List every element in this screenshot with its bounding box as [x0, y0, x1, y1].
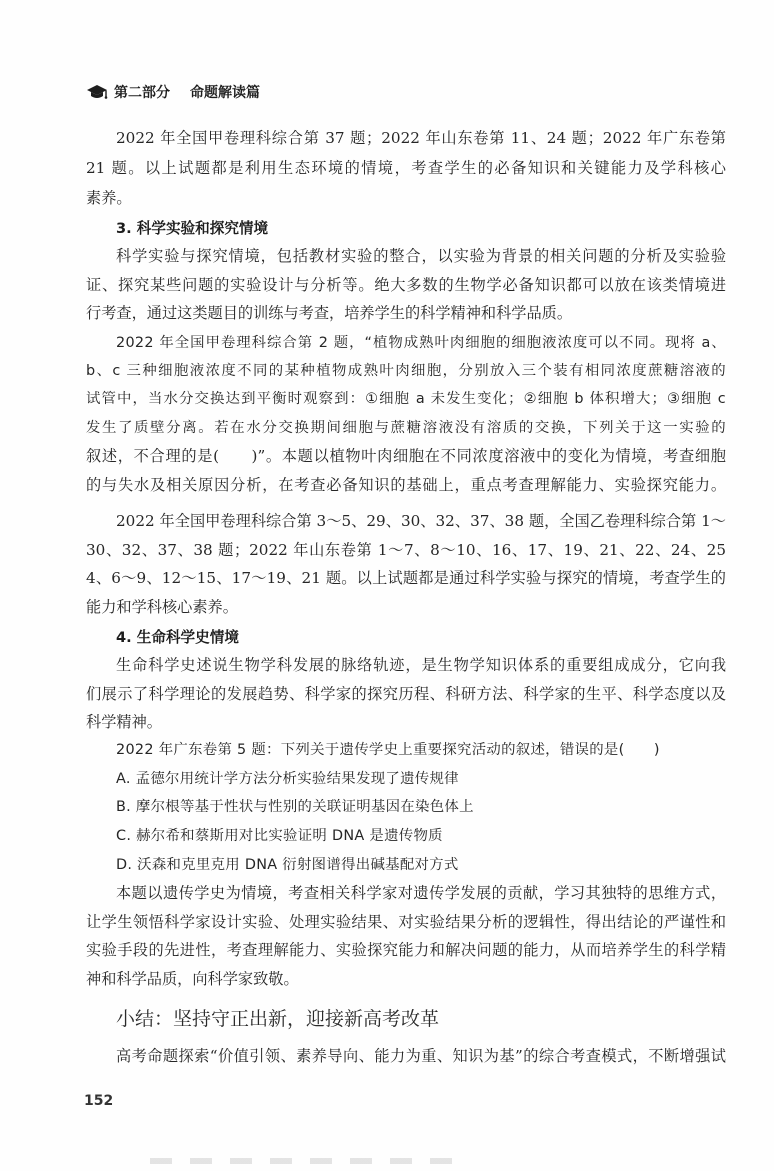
- paragraph-line: 30、32、37、38 题；2022 年山东卷第 1～7、8～10、16、17、19、21、22、24、25: [86, 541, 726, 559]
- graduation-cap-icon: [86, 83, 108, 101]
- bleed-through-artifact: [150, 1158, 470, 1164]
- paragraph-line: 能力和学科核心素养。: [86, 598, 238, 616]
- paragraph-line: 让学生领悟科学家设计实验、处理实验结果、对实验结果分析的逻辑性，得出结论的严谨性和: [86, 913, 726, 931]
- paragraph-line: 素养。: [86, 189, 132, 207]
- section-heading: 4. 生命科学史情境: [116, 629, 239, 646]
- header-section: 第二部分: [114, 85, 170, 101]
- paragraph-line: 2022 年全国甲卷理科综合第 3～5、29、30、32、37、38 题，全国乙卷理科综合第 1～: [116, 512, 726, 530]
- paragraph-line: 科学实验与探究情境，包括教材实验的整合，以实验为背景的相关问题的分析及实验验: [116, 247, 726, 265]
- paragraph-line: 们展示了科学理论的发展趋势、科学家的探究历程、科研方法、科学家的生平、科学态度以及: [86, 685, 726, 703]
- paragraph-line: 2022 年全国甲卷理科综合第 37 题；2022 年山东卷第 11、24 题；2022 年广东卷第: [116, 129, 726, 147]
- running-header: [86, 82, 260, 102]
- page-number: 152: [84, 1093, 114, 1109]
- option-c: C. 赫尔希和蔡斯用对比实验证明 DNA 是遗传物质: [116, 828, 443, 844]
- paragraph-line: 21 题。以上试题都是利用生态环境的情境，考查学生的必备知识和关键能力及学科核心: [86, 159, 726, 177]
- example-line: 发生了质壁分离。若在水分交换期间细胞与蔗糖溶液没有溶质的交换，下列关于这一实验的: [86, 420, 726, 436]
- example-line: 的与失水及相关原因分析，在考查必备知识的基础上，重点考查理解能力、实验探究能力。: [86, 476, 726, 494]
- option-d: D. 沃森和克里克用 DNA 衍射图谱得出碱基配对方式: [116, 857, 459, 873]
- paragraph-line: 证、探究某些问题的实验设计与分析等。绝大多数的生物学必备知识都可以放在该类情境进: [86, 276, 726, 294]
- paragraph-line: 高考命题探索“价值引领、素养导向、能力为重、知识为基”的综合考查模式，不断增强试: [116, 1047, 726, 1065]
- option-a: A. 孟德尔用统计学方法分析实验结果发现了遗传规律: [116, 771, 459, 787]
- example-line: 试管中，当水分交换达到平衡时观察到：①细胞 a 未发生变化；②细胞 b 体积增大；③细胞 c: [86, 391, 726, 407]
- header-title: 命题解读篇: [190, 85, 260, 101]
- example-line: 2022 年全国甲卷理科综合第 2 题，“植物成熟叶肉细胞的细胞液浓度可以不同。现将 a、: [116, 335, 726, 351]
- paragraph-line: 本题以遗传学史为情境，考查相关科学家对遗传学发展的贡献，学习其独特的思维方式，: [116, 884, 726, 902]
- option-b: B. 摩尔根等基于性状与性别的关联证明基因在染色体上: [116, 799, 474, 815]
- paragraph-line: 行考查，通过这类题目的训练与考查，培养学生的科学精神和科学品质。: [86, 304, 572, 322]
- paragraph-line: 科学精神。: [86, 713, 162, 731]
- question-stem: 2022 年广东卷第 5 题：下列关于遗传学史上重要探究活动的叙述，错误的是( ): [116, 742, 660, 758]
- paragraph-line: 神和科学品质，向科学家致敬。: [86, 970, 299, 988]
- summary-title: 小结：坚持守正出新，迎接新高考改革: [116, 1008, 440, 1030]
- paragraph-line: 生命科学史述说生物学科发展的脉络轨迹，是生物学知识体系的重要组成成分，它向我: [116, 656, 726, 674]
- example-line: b、c 三种细胞液浓度不同的某种植物成熟叶肉细胞，分别放入三个装有相同浓度蔗糖溶液的: [86, 363, 726, 379]
- paragraph-line: 4、6～9、12～15、17～19、21 题。以上试题都是通过科学实验与探究的情境，考查学生的: [86, 569, 726, 587]
- paragraph-line: 实验手段的先进性，考查理解能力、实验探究能力和解决问题的能力，从而培养学生的科学精: [86, 941, 726, 959]
- section-heading: 3. 科学实验和探究情境: [116, 220, 269, 237]
- example-line: 叙述，不合理的是( )”。本题以植物叶肉细胞在不同浓度溶液中的变化为情境，考查细胞: [86, 447, 726, 465]
